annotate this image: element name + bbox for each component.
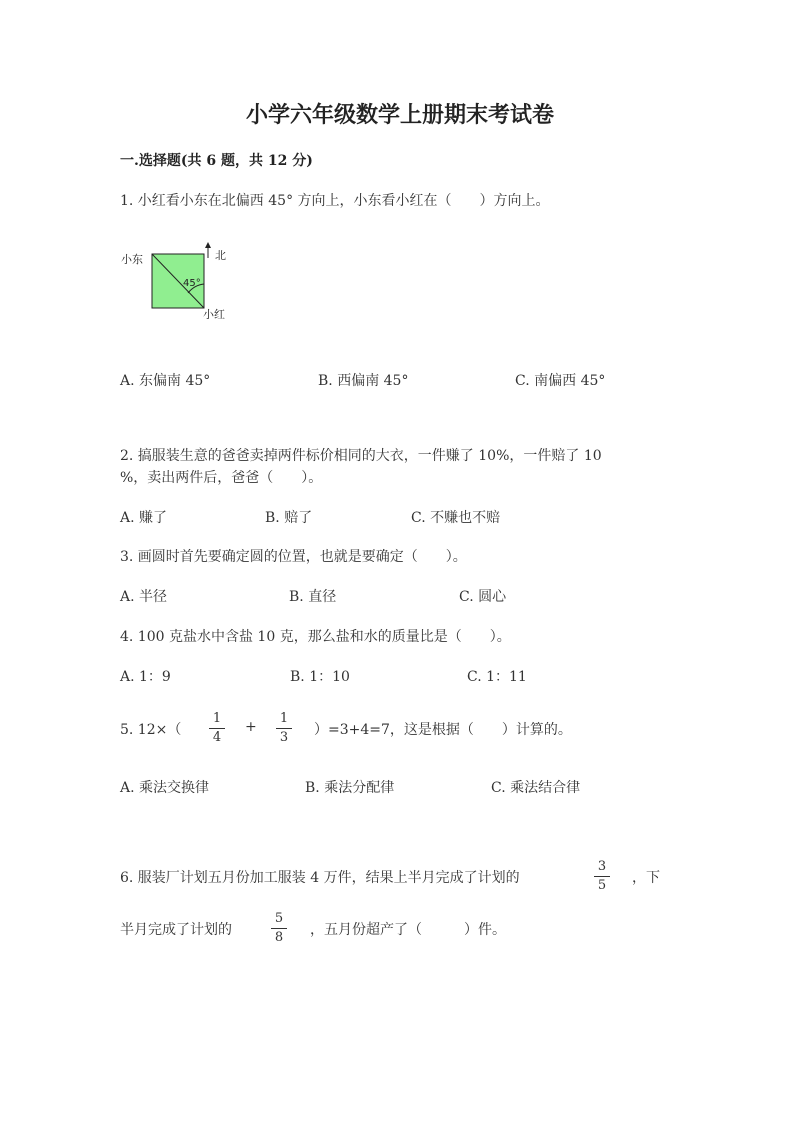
fraction-five-eighths xyxy=(269,911,289,946)
q3-option-b[interactable]: B. 直径 xyxy=(289,589,337,605)
question-2-line1: 2. 搞服装生意的爸爸卖掉两件标价相同的大衣，一件赚了 10%，一件赔了 10 xyxy=(120,448,602,464)
q3-option-c[interactable]: C. 圆心 xyxy=(459,589,507,605)
q2-option-c[interactable]: C. 不赚也不赔 xyxy=(411,510,501,526)
fraction-denominator: 5 xyxy=(597,878,607,893)
question-6-line2: 半月完成了计划的 xyxy=(120,922,232,938)
q1-option-a[interactable]: A. 东偏南 45° xyxy=(120,373,211,389)
plus-sign: + xyxy=(245,719,257,735)
fraction-numerator: 1 xyxy=(212,711,222,726)
question-3-text: 3. 画圆时首先要确定圆的位置，也就是要确定（ ）。 xyxy=(120,549,467,565)
north-arrow-head xyxy=(205,242,211,248)
label-xiaodong: 小东 xyxy=(121,253,143,266)
q4-option-a[interactable]: A. 1：9 xyxy=(120,669,171,685)
fraction-denominator: 4 xyxy=(212,730,222,745)
fraction-one-third xyxy=(274,711,294,746)
q2-option-a[interactable]: A. 赚了 xyxy=(120,510,168,526)
fraction-denominator: 8 xyxy=(274,930,284,945)
q5-option-a[interactable]: A. 乘法交换律 xyxy=(120,780,210,796)
q1-option-c[interactable]: C. 南偏西 45° xyxy=(515,373,606,389)
q4-option-c[interactable]: C. 1：11 xyxy=(467,669,527,685)
fraction-numerator: 5 xyxy=(274,911,284,926)
q5-option-c[interactable]: C. 乘法结合律 xyxy=(491,780,581,796)
question-6-line2-end: ，五月份超产了（ ）件。 xyxy=(310,922,506,938)
fraction-bar xyxy=(271,928,287,929)
fraction-numerator: 3 xyxy=(597,859,607,874)
q5-option-b[interactable]: B. 乘法分配律 xyxy=(305,780,395,796)
q3-option-a[interactable]: A. 半径 xyxy=(120,589,168,605)
section-heading: 一.选择题(共 6 题，共 12 分) xyxy=(120,153,313,169)
question-5-prefix: 5. 12×（ xyxy=(120,722,182,738)
q4-option-b[interactable]: B. 1：10 xyxy=(290,669,350,685)
question-6-line1-end: ，下 xyxy=(632,870,660,886)
question-1-text: 1. 小红看小东在北偏西 45° 方向上，小东看小红在（ ）方向上。 xyxy=(120,193,550,209)
label-angle: 45° xyxy=(183,278,201,289)
question-5-suffix: ）=3+4=7，这是根据（ ）计算的。 xyxy=(314,722,572,738)
q2-option-b[interactable]: B. 赔了 xyxy=(265,510,313,526)
question-2-line2: %，卖出两件后，爸爸（ ）。 xyxy=(120,470,323,486)
fraction-bar xyxy=(594,876,610,877)
fraction-bar xyxy=(276,728,292,729)
q1-option-b[interactable]: B. 西偏南 45° xyxy=(318,373,409,389)
label-north: 北 xyxy=(215,249,226,262)
label-xiaohong: 小红 xyxy=(203,308,225,321)
fraction-denominator: 3 xyxy=(279,730,289,745)
fraction-numerator: 1 xyxy=(279,711,289,726)
page-title: 小学六年级数学上册期末考试卷 xyxy=(245,102,554,128)
question-6-line1: 6. 服装厂计划五月份加工服装 4 万件，结果上半月完成了计划的 xyxy=(120,870,520,886)
fraction-one-quarter xyxy=(207,711,227,746)
fraction-three-fifths xyxy=(592,859,612,894)
fraction-bar xyxy=(209,728,225,729)
question-4-text: 4. 100 克盐水中含盐 10 克，那么盐和水的质量比是（ ）。 xyxy=(120,629,511,645)
